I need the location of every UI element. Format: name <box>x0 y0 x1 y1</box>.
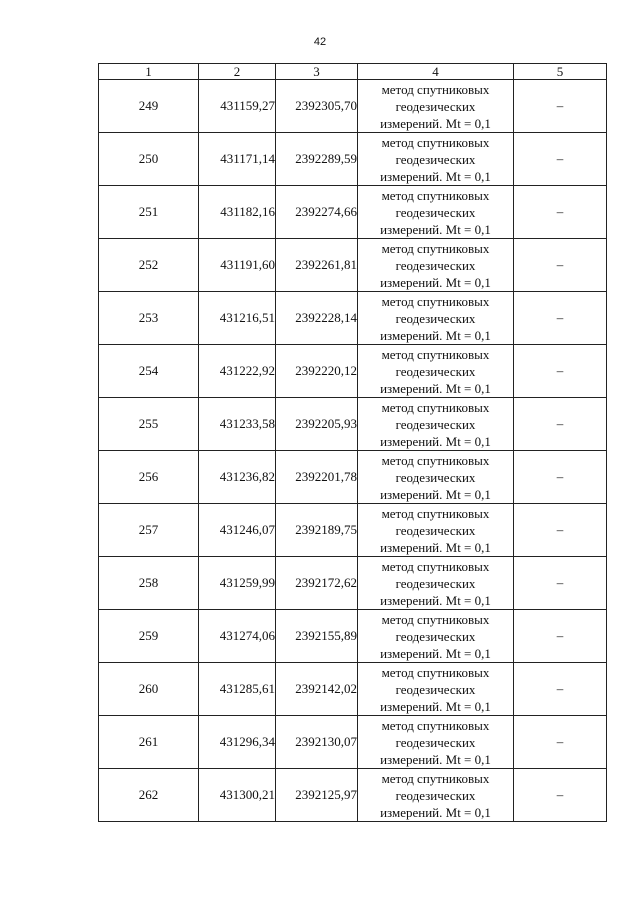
point-number: 251 <box>99 186 199 239</box>
point-number: 259 <box>99 610 199 663</box>
coordinate-x: 431233,58 <box>199 398 276 451</box>
coordinate-x: 431191,60 <box>199 239 276 292</box>
accuracy-description: – <box>514 451 607 504</box>
point-number: 255 <box>99 398 199 451</box>
coordinate-x: 431222,92 <box>199 345 276 398</box>
method-line: геодезических <box>395 257 476 273</box>
header-row <box>99 64 607 80</box>
table-row <box>99 239 607 292</box>
table-row <box>99 716 607 769</box>
method-line: измерений. Mt = 0,1 <box>380 327 491 343</box>
method-line: измерений. Mt = 0,1 <box>380 804 491 820</box>
method-line: геодезических <box>395 310 476 326</box>
method-description <box>358 610 514 663</box>
coordinate-x: 431259,99 <box>199 557 276 610</box>
method-description <box>358 80 514 133</box>
method-line: измерений. Mt = 0,1 <box>380 380 491 396</box>
point-number: 258 <box>99 557 199 610</box>
method-description <box>358 769 514 822</box>
coordinate-y: 2392305,70 <box>276 80 358 133</box>
table-body <box>99 80 607 822</box>
coordinate-y: 2392205,93 <box>276 398 358 451</box>
method-line: геодезических <box>395 628 476 644</box>
point-number: 256 <box>99 451 199 504</box>
coordinate-x: 431159,27 <box>199 80 276 133</box>
method-description <box>358 345 514 398</box>
method-line: геодезических <box>395 204 476 220</box>
method-line: метод спутниковых <box>381 81 490 97</box>
coordinate-x: 431182,16 <box>199 186 276 239</box>
accuracy-description: – <box>514 398 607 451</box>
method-line: геодезических <box>395 416 476 432</box>
method-line: метод спутниковых <box>381 399 490 415</box>
table-row <box>99 610 607 663</box>
method-line: измерений. Mt = 0,1 <box>380 592 491 608</box>
accuracy-description: – <box>514 80 607 133</box>
method-line: метод спутниковых <box>381 452 490 468</box>
method-description <box>358 504 514 557</box>
table-row <box>99 663 607 716</box>
point-number: 253 <box>99 292 199 345</box>
coordinate-y: 2392130,07 <box>276 716 358 769</box>
coordinate-y: 2392261,81 <box>276 239 358 292</box>
method-line: измерений. Mt = 0,1 <box>380 168 491 184</box>
header-col-1: 1 <box>99 64 199 80</box>
method-line: метод спутниковых <box>381 240 490 256</box>
point-number: 250 <box>99 133 199 186</box>
method-line: метод спутниковых <box>381 611 490 627</box>
method-line: метод спутниковых <box>381 187 490 203</box>
method-description <box>358 557 514 610</box>
coordinate-y: 2392274,66 <box>276 186 358 239</box>
table-row <box>99 398 607 451</box>
accuracy-description: – <box>514 292 607 345</box>
method-line: геодезических <box>395 681 476 697</box>
accuracy-description: – <box>514 557 607 610</box>
accuracy-description: – <box>514 133 607 186</box>
coordinate-y: 2392228,14 <box>276 292 358 345</box>
method-line: геодезических <box>395 522 476 538</box>
method-line: метод спутниковых <box>381 346 490 362</box>
accuracy-description: – <box>514 769 607 822</box>
method-description <box>358 239 514 292</box>
point-number: 262 <box>99 769 199 822</box>
coordinate-x: 431300,21 <box>199 769 276 822</box>
method-line: геодезических <box>395 363 476 379</box>
accuracy-description: – <box>514 345 607 398</box>
method-line: измерений. Mt = 0,1 <box>380 645 491 661</box>
method-line: метод спутниковых <box>381 293 490 309</box>
coordinates-table <box>98 63 607 822</box>
accuracy-description: – <box>514 186 607 239</box>
method-line: измерений. Mt = 0,1 <box>380 115 491 131</box>
accuracy-description: – <box>514 239 607 292</box>
point-number: 249 <box>99 80 199 133</box>
method-line: метод спутниковых <box>381 664 490 680</box>
method-line: измерений. Mt = 0,1 <box>380 539 491 555</box>
method-line: измерений. Mt = 0,1 <box>380 274 491 290</box>
coordinate-y: 2392201,78 <box>276 451 358 504</box>
coordinate-x: 431216,51 <box>199 292 276 345</box>
header-col-2: 2 <box>199 64 276 80</box>
coordinate-y: 2392289,59 <box>276 133 358 186</box>
method-description <box>358 133 514 186</box>
method-line: измерений. Mt = 0,1 <box>380 751 491 767</box>
method-line: метод спутниковых <box>381 770 490 786</box>
accuracy-description: – <box>514 663 607 716</box>
header-col-4: 4 <box>358 64 514 80</box>
method-description <box>358 398 514 451</box>
table-row <box>99 133 607 186</box>
coordinate-y: 2392155,89 <box>276 610 358 663</box>
method-line: геодезических <box>395 98 476 114</box>
header-col-5: 5 <box>514 64 607 80</box>
point-number: 260 <box>99 663 199 716</box>
point-number: 257 <box>99 504 199 557</box>
method-line: геодезических <box>395 151 476 167</box>
method-line: геодезических <box>395 575 476 591</box>
coordinate-y: 2392142,02 <box>276 663 358 716</box>
coordinate-y: 2392172,62 <box>276 557 358 610</box>
header-col-3: 3 <box>276 64 358 80</box>
method-line: измерений. Mt = 0,1 <box>380 486 491 502</box>
method-line: геодезических <box>395 787 476 803</box>
method-line: метод спутниковых <box>381 134 490 150</box>
coordinate-x: 431274,06 <box>199 610 276 663</box>
method-description <box>358 716 514 769</box>
coordinate-x: 431296,34 <box>199 716 276 769</box>
accuracy-description: – <box>514 610 607 663</box>
point-number: 252 <box>99 239 199 292</box>
table-row <box>99 451 607 504</box>
method-line: метод спутниковых <box>381 558 490 574</box>
method-line: измерений. Mt = 0,1 <box>380 221 491 237</box>
table-row <box>99 504 607 557</box>
point-number: 261 <box>99 716 199 769</box>
coordinate-x: 431236,82 <box>199 451 276 504</box>
coordinate-y: 2392125,97 <box>276 769 358 822</box>
method-description <box>358 186 514 239</box>
method-line: метод спутниковых <box>381 505 490 521</box>
page-number: 42 <box>313 36 327 48</box>
method-description <box>358 451 514 504</box>
table-row <box>99 292 607 345</box>
point-number: 254 <box>99 345 199 398</box>
accuracy-description: – <box>514 504 607 557</box>
table-row <box>99 557 607 610</box>
table-row <box>99 80 607 133</box>
accuracy-description: – <box>514 716 607 769</box>
method-line: измерений. Mt = 0,1 <box>380 698 491 714</box>
table-row <box>99 769 607 822</box>
table-header <box>99 64 607 80</box>
table-row <box>99 186 607 239</box>
method-line: метод спутниковых <box>381 717 490 733</box>
coordinate-y: 2392189,75 <box>276 504 358 557</box>
coordinate-x: 431246,07 <box>199 504 276 557</box>
coordinate-y: 2392220,12 <box>276 345 358 398</box>
method-line: измерений. Mt = 0,1 <box>380 433 491 449</box>
table-row <box>99 345 607 398</box>
coordinate-x: 431171,14 <box>199 133 276 186</box>
method-description <box>358 292 514 345</box>
method-line: геодезических <box>395 734 476 750</box>
coordinate-x: 431285,61 <box>199 663 276 716</box>
method-line: геодезических <box>395 469 476 485</box>
method-description <box>358 663 514 716</box>
